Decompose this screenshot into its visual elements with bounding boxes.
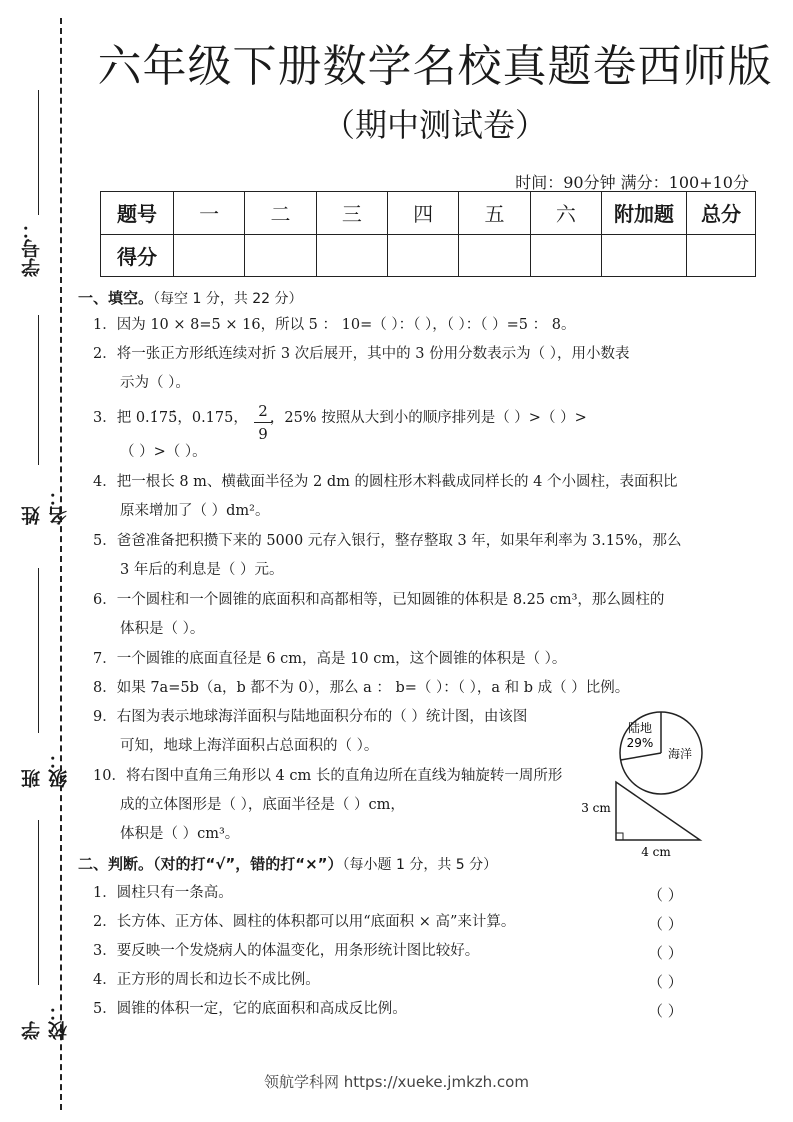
score-table-score-row bbox=[101, 234, 756, 277]
question-9-line2: 可知，地球上海洋面积占总面积的（ ）。 bbox=[120, 738, 379, 754]
question-3-line2: （ ）>（ ）。 bbox=[120, 444, 207, 460]
score-header-cell: 五 bbox=[459, 192, 530, 235]
triangle-height-label: 3 cm bbox=[581, 801, 611, 815]
page-title: 六年级下册数学名校真题卷西师版 bbox=[97, 41, 773, 92]
question-4-line2: 原来增加了（ ）dm²。 bbox=[120, 503, 270, 519]
student-id-field bbox=[8, 90, 58, 280]
score-row-label: 得分 bbox=[101, 234, 174, 277]
student-name-label: 姓名： bbox=[21, 487, 70, 525]
pie-label-land: 陆地 bbox=[627, 721, 653, 735]
section-note: （每小题 1 分，共 5 分） bbox=[342, 857, 498, 873]
footer-watermark: 领航学科网 https://xueke.jmkzh.com bbox=[264, 1073, 529, 1091]
fraction-bar bbox=[254, 422, 272, 423]
class-field bbox=[8, 568, 70, 788]
right-triangle-figure bbox=[580, 776, 710, 862]
student-id-label: 学号： bbox=[21, 220, 43, 277]
answer-parentheses[interactable]: （ ） bbox=[648, 1002, 683, 1020]
score-input-cell[interactable] bbox=[387, 234, 458, 277]
judgment-item: 2．长方体、正方体、圆柱的体积都可以用“底面积 × 高”来计算。 bbox=[93, 914, 516, 930]
answer-parentheses[interactable]: （ ） bbox=[648, 886, 683, 904]
score-input-cell[interactable] bbox=[530, 234, 601, 277]
exam-meta: 时间：90分钟 满分：100+10分 bbox=[515, 173, 749, 192]
judgment-item: 4．正方形的周长和边长不成比例。 bbox=[93, 972, 320, 988]
section-judgment-heading bbox=[78, 853, 497, 874]
score-header-cell: 一 bbox=[174, 192, 245, 235]
score-table bbox=[100, 191, 756, 277]
question-10-line1: 10．将右图中直角三角形以 4 cm 长的直角边所在直线为轴旋转一周所形 bbox=[93, 768, 563, 784]
class-line bbox=[38, 568, 39, 733]
score-input-cell[interactable] bbox=[459, 234, 530, 277]
page-subtitle: （期中测试卷） bbox=[322, 106, 547, 144]
pie-label-sea: 海洋 bbox=[667, 747, 693, 761]
class-label: 班级： bbox=[21, 750, 70, 788]
score-input-cell[interactable] bbox=[174, 234, 245, 277]
question-3-line1 bbox=[93, 409, 587, 427]
answer-parentheses[interactable]: （ ） bbox=[648, 944, 683, 962]
judgment-item: 1．圆柱只有一条高。 bbox=[93, 885, 233, 901]
question-6-line2: 体积是（ ）。 bbox=[120, 621, 205, 637]
section-title: 二、判断。（对的打“√”，错的打“×”） bbox=[78, 855, 343, 873]
question-5-line2: 3 年后的利息是（ ）元。 bbox=[120, 562, 284, 578]
student-id-line bbox=[38, 90, 39, 215]
school-field bbox=[8, 820, 70, 1040]
fraction-two-ninths bbox=[254, 402, 272, 443]
score-header-cell: 四 bbox=[387, 192, 458, 235]
pie-label-land-pct: 29% bbox=[626, 736, 654, 750]
score-header-cell: 二 bbox=[245, 192, 316, 235]
question-3-suffix: ，25% 按照从大到小的顺序排列是（ ）>（ ）> bbox=[269, 410, 587, 426]
question-7: 7．一个圆锥的底面直径是 6 cm，高是 10 cm，这个圆锥的体积是（ ）。 bbox=[93, 651, 567, 667]
fraction-denominator: 9 bbox=[258, 425, 268, 443]
right-angle-mark bbox=[616, 833, 623, 840]
question-2-line2: 示为（ ）。 bbox=[120, 375, 190, 391]
pie-divider-left bbox=[621, 753, 661, 760]
question-5-line1: 5．爸爸准备把积攒下来的 5000 元存入银行，整存整取 3 年，如果年利率为 3.15%，那么 bbox=[93, 533, 682, 549]
answer-parentheses[interactable]: （ ） bbox=[648, 915, 683, 933]
score-header-cell: 总分 bbox=[687, 192, 756, 235]
score-table-header-row bbox=[101, 192, 756, 235]
school-label: 学校： bbox=[21, 1002, 70, 1040]
score-input-cell[interactable] bbox=[602, 234, 687, 277]
score-input-cell[interactable] bbox=[245, 234, 316, 277]
question-4-line1: 4．把一根长 8 m、横截面半径为 2 dm 的圆柱形木料截成同样长的 4 个小圆柱，表面积比 bbox=[93, 474, 678, 490]
judgment-item: 5．圆锥的体积一定，它的底面积和高成反比例。 bbox=[93, 1001, 407, 1017]
section-note: （每空 1 分，共 22 分） bbox=[153, 291, 303, 307]
question-3-prefix: 3．把 0.1̇75̇，0.175， bbox=[93, 410, 248, 426]
question-10-line2: 成的立体图形是（ ），底面半径是（ ）cm， bbox=[120, 797, 405, 813]
score-header-cell: 六 bbox=[530, 192, 601, 235]
school-line bbox=[38, 820, 39, 985]
student-name-line bbox=[38, 315, 39, 465]
question-8: 8．如果 7a=5b（a，b 都不为 0），那么 a ： b=（ ）：（ ），a 和 b 成（ ）比例。 bbox=[93, 680, 630, 696]
section-fill-blank-heading bbox=[78, 287, 303, 308]
question-9-line1: 9．右图为表示地球海洋面积与陆地面积分布的（ ）统计图，由该图 bbox=[93, 709, 528, 725]
score-header-cell: 附加题 bbox=[602, 192, 687, 235]
section-title: 一、填空。 bbox=[78, 289, 154, 307]
triangle-base-label: 4 cm bbox=[641, 845, 671, 859]
question-6-line1: 6．一个圆柱和一个圆锥的底面积和高都相等，已知圆锥的体积是 8.25 cm³，那么圆柱的 bbox=[93, 592, 665, 608]
answer-parentheses[interactable]: （ ） bbox=[648, 973, 683, 991]
question-2-line1: 2．将一张正方形纸连续对折 3 次后展开，其中的 3 份用分数表示为（ ），用小数表 bbox=[93, 346, 630, 362]
score-header-cell: 题号 bbox=[101, 192, 174, 235]
judgment-item: 3．要反映一个发烧病人的体温变化，用条形统计图比较好。 bbox=[93, 943, 480, 959]
question-10-line3: 体积是（ ）cm³。 bbox=[120, 826, 240, 842]
student-name-field bbox=[8, 315, 70, 525]
triangle-shape bbox=[616, 782, 700, 840]
question-1: 1．因为 10 × 8=5 × 16，所以 5 ： 10=（ ）：（ ），（ ）：（ ）=5 ： 8。 bbox=[93, 317, 576, 333]
score-header-cell: 三 bbox=[316, 192, 387, 235]
score-input-cell[interactable] bbox=[687, 234, 756, 277]
fraction-numerator: 2 bbox=[258, 402, 268, 420]
binding-dashed-line bbox=[60, 18, 62, 1110]
score-input-cell[interactable] bbox=[316, 234, 387, 277]
